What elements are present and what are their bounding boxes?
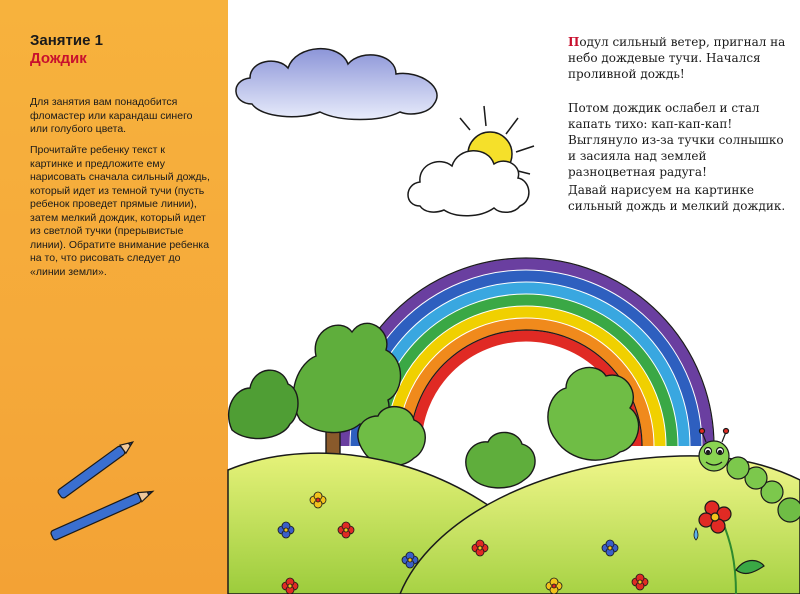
instruction-paragraph: Для занятия вам понадобится фломастер или карандаш синего или голубого цвета. (30, 96, 193, 135)
drop-cap: П (568, 35, 580, 49)
crayon-icon (50, 438, 155, 541)
instruction-paragraph: Прочитайте ребенку текст к картинке и предложите ему нарисовать сначала сильный дождь, который идет из темной тучи (пусть ребенок проведет прямые линии), затем мелкий дождик, который идет из светлой тучки (прерывистые линии). Обратите внимание ребенка на то, что рисовать следует до «линии земли». (30, 144, 210, 278)
story-paragraph: Давай нарисуем на картинке сильный дождь и мелкий дождик. (568, 183, 786, 213)
story-paragraph: Потом дождик ослабел и стал капать тихо: кап-кап-кап! Выглянуло из-за тучки солнышко и засияла над землей разноцветная радуга! (568, 101, 784, 179)
story-paragraph (568, 34, 786, 82)
lesson-title: Дождик (30, 50, 87, 67)
rain-cloud (236, 49, 437, 120)
lesson-number: Занятие 1 (30, 32, 103, 49)
story-text: одул сильный ветер, пригнал на небо дождевые тучи. Начался проливной дождь! (568, 35, 786, 81)
